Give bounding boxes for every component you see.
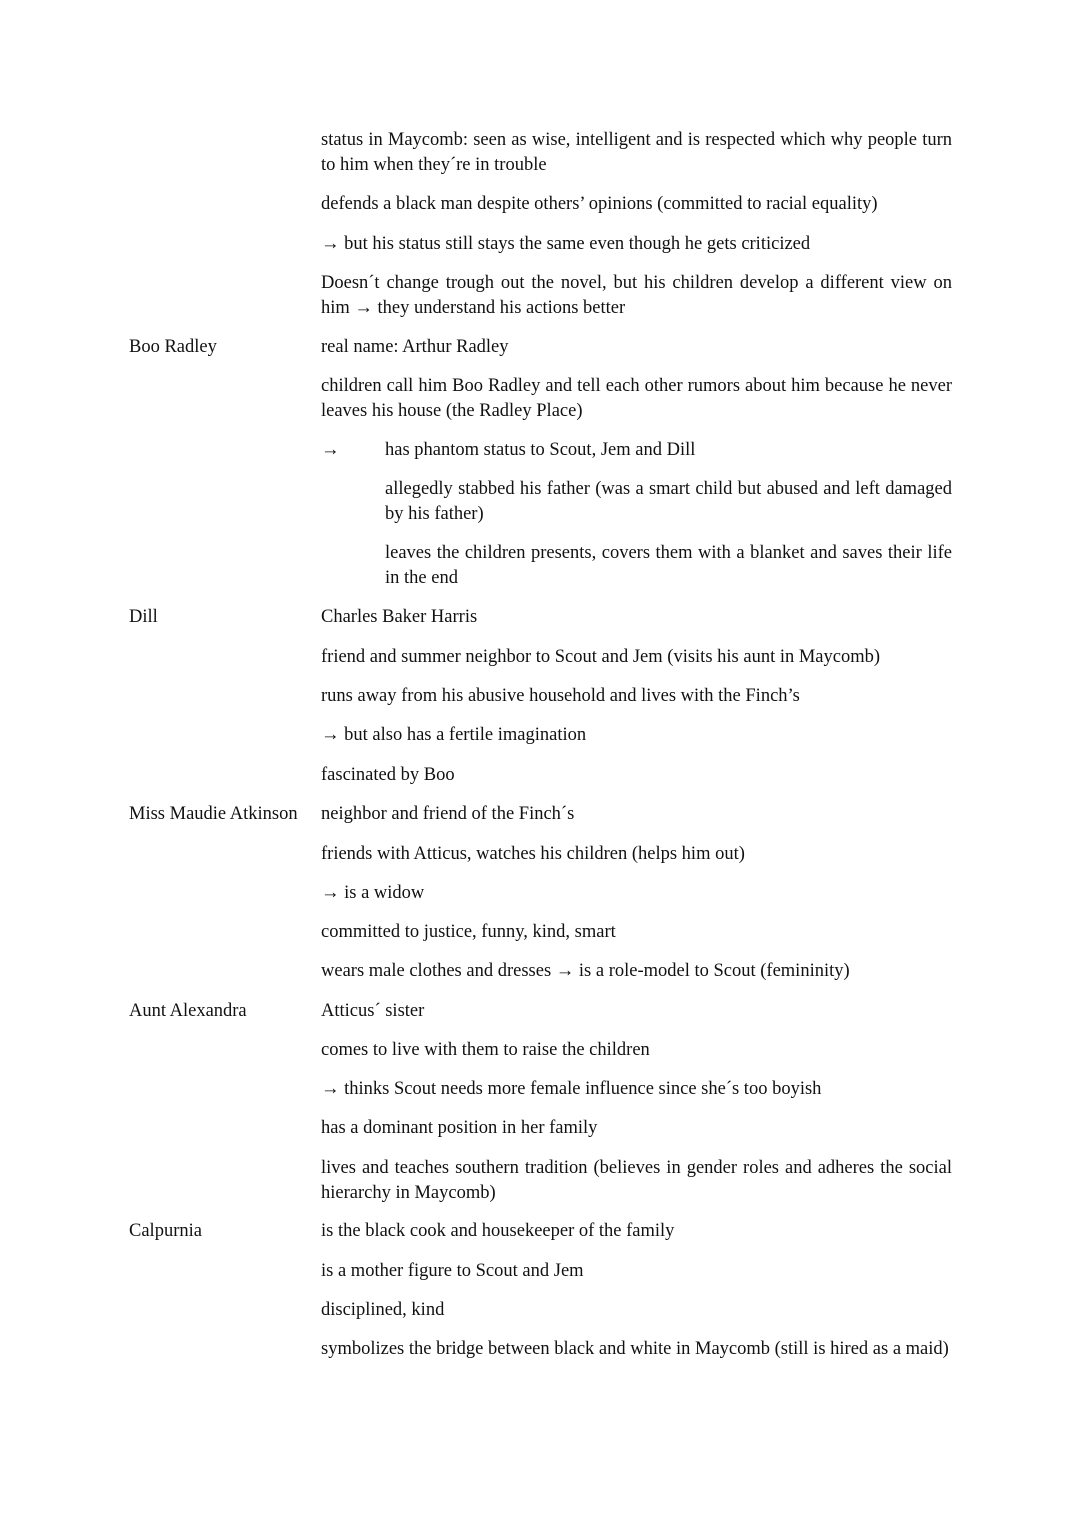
arrow-icon: →: [321, 440, 340, 460]
dill-note-0: Charles Baker Harris: [321, 607, 478, 627]
atticus-note-unchanged: Doesn´t change trough out the novel, but his children develop a different view on him → they understand his actions better: [321, 273, 952, 318]
calpurnia-note-2: disciplined, kind: [321, 1300, 445, 1320]
boo-subnote-stabbed: allegedly stabbed his father (was a smart child but abused and left damaged by his father): [385, 479, 952, 524]
dill-note-1: friend and summer neighbor to Scout and Jem (visits his aunt in Maycomb): [321, 647, 881, 667]
maudie-note-4: wears male clothes and dresses → is a role-model to Scout (femininity): [321, 961, 850, 981]
dill-note-4: fascinated by Boo: [321, 765, 455, 785]
dill-note-2: runs away from his abusive household and lives with the Finch’s: [321, 686, 800, 706]
character-name-calpurnia: Calpurnia: [129, 1221, 202, 1241]
alexandra-note-4: lives and teaches southern tradition (believes in gender roles and adheres the social hierarchy in Maycomb): [321, 1158, 952, 1203]
character-name-dill: Dill: [129, 607, 158, 627]
atticus-note-defends: defends a black man despite others’ opinions (committed to racial equality): [321, 194, 878, 214]
atticus-note-status: status in Maycomb: seen as wise, intelligent and is respected which why people turn to him when they´re in trouble: [321, 130, 952, 175]
character-name-alexandra: Aunt Alexandra: [129, 1001, 247, 1021]
calpurnia-note-0: is the black cook and housekeeper of the family: [321, 1221, 675, 1241]
boo-note-rumors: children call him Boo Radley and tell each other rumors about him because he never leaves his house (the Radley Place): [321, 376, 952, 421]
boo-subnote-presents: leaves the children presents, covers them with a blanket and saves their life in the end: [385, 543, 952, 588]
alexandra-note-1: comes to live with them to raise the children: [321, 1040, 650, 1060]
maudie-note-3: committed to justice, funny, kind, smart: [321, 922, 616, 942]
boo-subnote-phantom: has phantom status to Scout, Jem and Dill: [385, 440, 696, 460]
calpurnia-note-3: symbolizes the bridge between black and white in Maycomb (still is hired as a maid): [321, 1339, 949, 1359]
maudie-note-2: → is a widow: [321, 883, 425, 903]
alexandra-note-0: Atticus´ sister: [321, 1001, 425, 1021]
alexandra-note-2: → thinks Scout needs more female influence since she´s too boyish: [321, 1079, 822, 1099]
alexandra-note-3: has a dominant position in her family: [321, 1118, 598, 1138]
atticus-note-status-same: → but his status still stays the same even though he gets criticized: [321, 234, 811, 254]
character-name-maudie: Miss Maudie Atkinson: [129, 804, 298, 824]
maudie-note-1: friends with Atticus, watches his children (helps him out): [321, 844, 745, 864]
character-name-boo: Boo Radley: [129, 337, 217, 357]
maudie-note-0: neighbor and friend of the Finch´s: [321, 804, 575, 824]
calpurnia-note-1: is a mother figure to Scout and Jem: [321, 1261, 584, 1281]
dill-note-3: → but also has a fertile imagination: [321, 725, 587, 745]
boo-note-real-name: real name: Arthur Radley: [321, 337, 509, 357]
